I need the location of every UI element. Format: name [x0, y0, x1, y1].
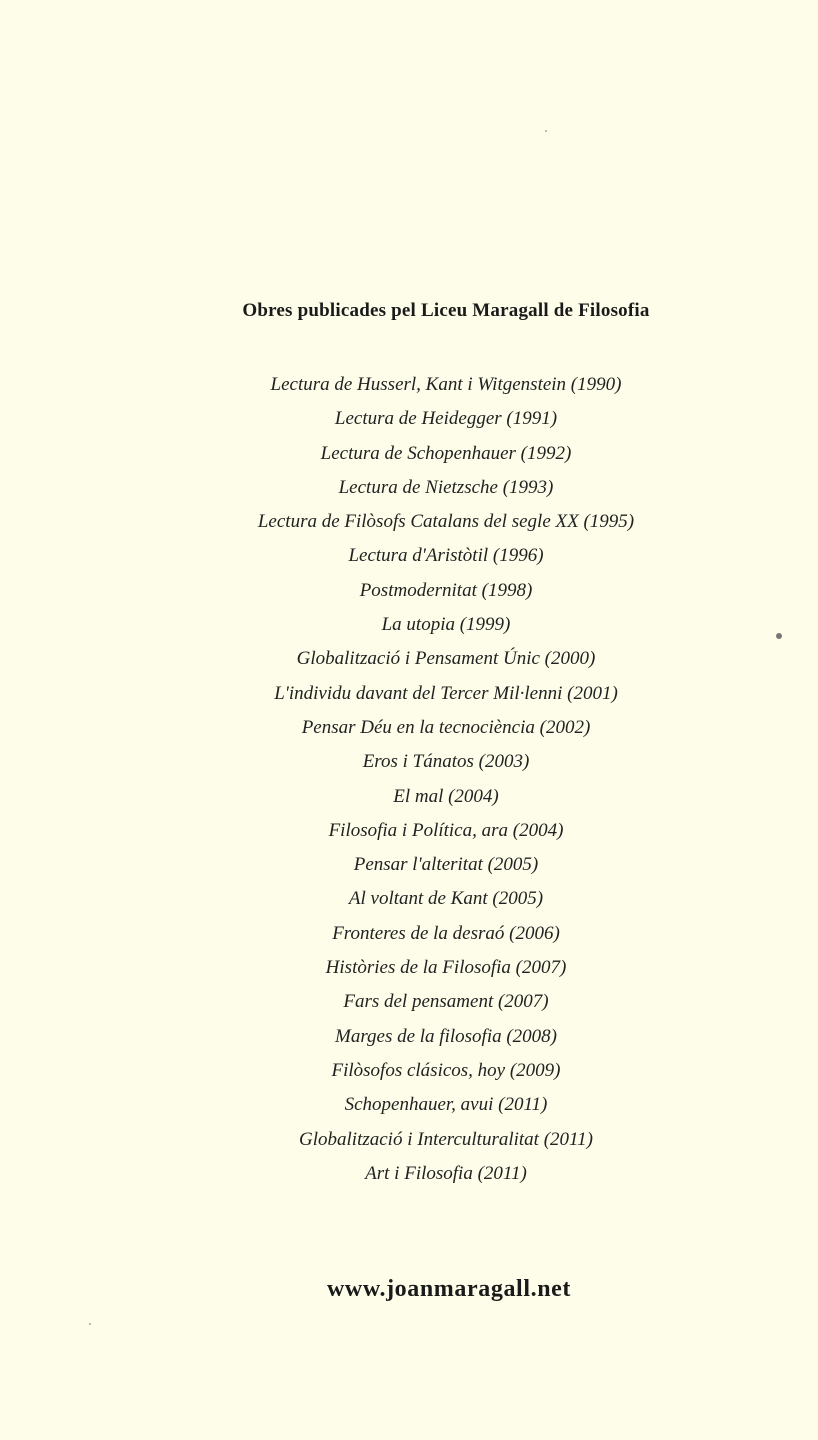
page-heading: Obres publicades pel Liceu Maragall de Filosofia: [242, 300, 650, 321]
publication-item: Globalització i Interculturalitat (2011): [299, 1128, 593, 1150]
publication-item: Lectura de Husserl, Kant i Witgenstein (1990): [270, 374, 622, 395]
publication-item: Marges de la filosofia (2008): [335, 1025, 557, 1047]
publication-item: Fars del pensament (2007): [343, 991, 549, 1013]
publication-item: Art i Filosofia (2011): [365, 1162, 527, 1184]
publication-item: Eros i Tánatos (2003): [362, 751, 530, 773]
publication-item: Lectura de Schopenhauer (1992): [320, 442, 572, 464]
website-url: www.joanmaragall.net: [327, 1276, 571, 1302]
publication-item: Al voltant de Kant (2005): [348, 888, 544, 910]
scan-speck: [89, 1323, 91, 1325]
publication-item: Lectura d'Aristòtil (1996): [348, 545, 544, 567]
publication-item: Filosofia i Política, ara (2004): [328, 819, 564, 841]
publication-item: El mal (2004): [393, 785, 499, 807]
publications-list: [0, 368, 818, 1191]
publication-item: Lectura de Heidegger (1991): [334, 408, 558, 430]
publication-item: Schopenhauer, avui (2011): [344, 1094, 548, 1116]
publication-item: Fronteres de la desraó (2006): [332, 922, 560, 944]
publication-item: Pensar Déu en la tecnociència (2002): [301, 716, 591, 738]
publication-item: Lectura de Filòsofs Catalans del segle XX (1995): [257, 511, 635, 533]
publication-item: Pensar l'alteritat (2005): [353, 854, 539, 876]
publication-item: Històries de la Filosofia (2007): [325, 957, 567, 979]
publication-item: Filòsofos clásicos, hoy (2009): [331, 1059, 561, 1081]
publication-item: Postmodernitat (1998): [359, 579, 533, 601]
publication-item: La utopia (1999): [381, 614, 511, 636]
scan-speck: [545, 130, 547, 132]
scan-speck: [776, 633, 782, 639]
publication-item: Lectura de Nietzsche (1993): [338, 476, 554, 498]
publication-item: L'individu davant del Tercer Mil·lenni (2001): [274, 682, 618, 704]
publication-item: Globalització i Pensament Únic (2000): [296, 648, 596, 670]
